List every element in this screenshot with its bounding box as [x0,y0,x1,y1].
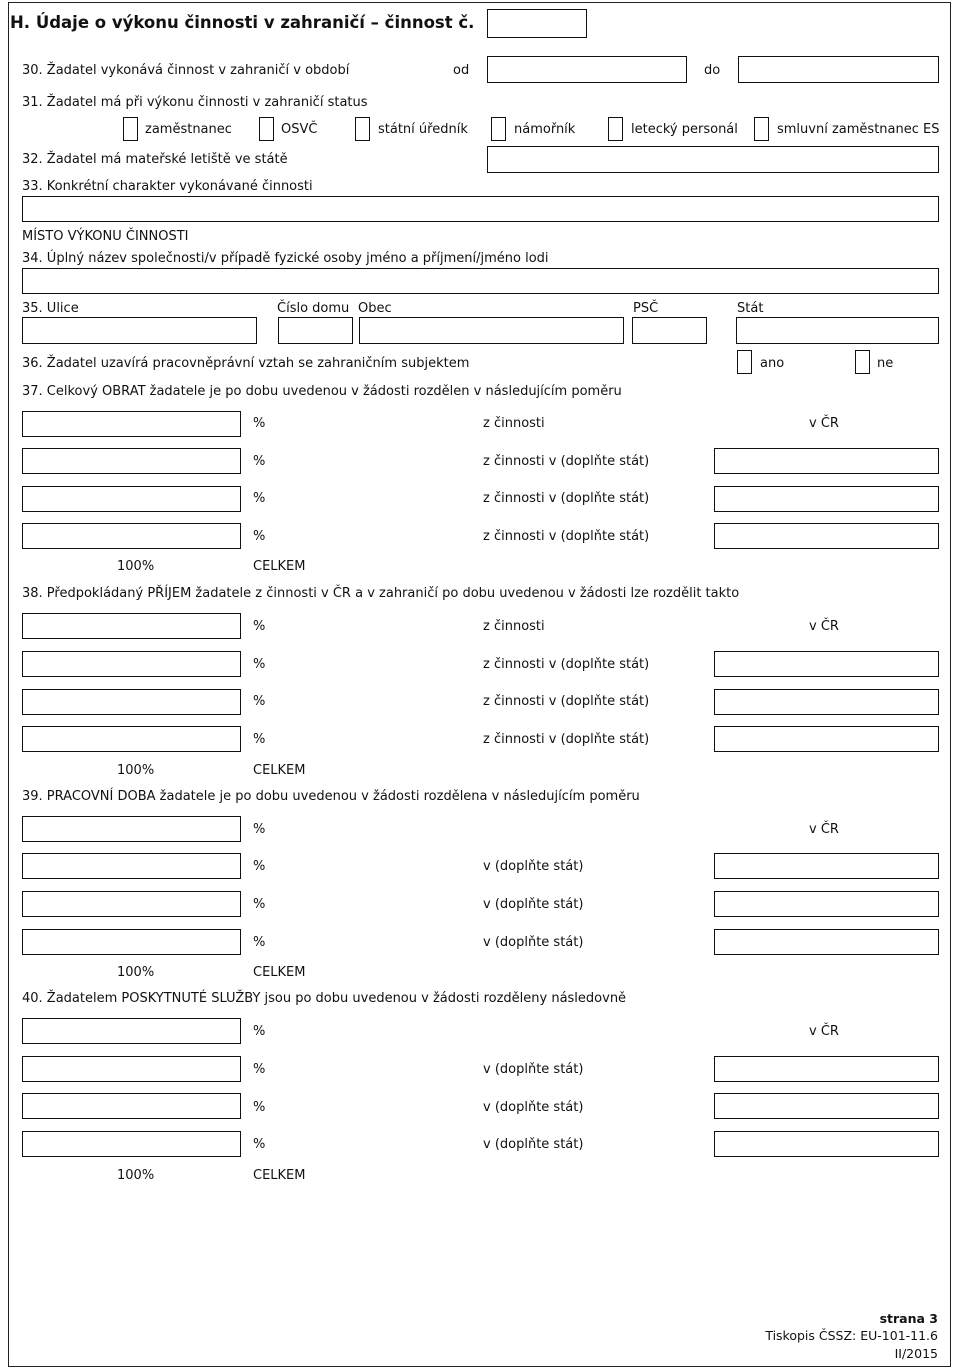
q38-total-label: CELKEM [253,763,306,778]
q37-pct-sign: % [253,491,266,506]
q30-from-label: od [453,63,470,78]
q40-total-label: CELKEM [253,1168,306,1183]
q40-total-pct: 100% [117,1168,155,1183]
q39-row-desc: v (doplňte stát) [483,859,584,874]
q37-pct-sign: % [253,454,266,469]
period-from-field[interactable] [487,56,687,83]
q38-pct-sign: % [253,657,266,672]
q38-row-desc: z činnosti v (doplňte stát) [483,694,650,709]
q37-state-field[interactable] [714,448,939,474]
q39-pct-sign: % [253,822,266,837]
relation-yes-label: ano [760,356,785,371]
q37-label: 37. Celkový OBRAT žadatele je po dobu uvedenou v žádosti rozdělen v následujícím poměru [22,384,622,399]
q37-pct-sign: % [253,529,266,544]
form-code: Tiskopis ČSSZ: EU-101-11.6 [765,1328,938,1343]
q35-street-label: 35. Ulice [22,301,79,316]
q31-label: 31. Žadatel má při výkonu činnosti v zahraničí status [22,95,368,110]
q37-pct-field[interactable] [22,411,241,437]
status-contract-agent-checkbox[interactable] [754,117,769,141]
q40-state-field[interactable] [714,1093,939,1119]
status-osvc-label: OSVČ [281,122,318,137]
status-employee-checkbox[interactable] [123,117,138,141]
q37-row-cr: v ČR [809,416,839,431]
status-seafarer-checkbox[interactable] [491,117,506,141]
q39-pct-field[interactable] [22,853,241,879]
status-aircrew-checkbox[interactable] [608,117,623,141]
q39-pct-field[interactable] [22,929,241,955]
q40-row-desc: v (doplňte stát) [483,1062,584,1077]
q40-label: 40. Žadatelem POSKYTNUTÉ SLUŽBY jsou po dobu uvedenou v žádosti rozděleny následovně [22,991,627,1006]
q39-pct-sign: % [253,897,266,912]
q35-house-label: Číslo domu [277,301,350,316]
q37-row-desc: z činnosti v (doplňte stát) [483,491,650,506]
place-heading: MÍSTO VÝKONU ČINNOSTI [22,229,189,244]
q39-pct-field[interactable] [22,816,241,842]
q37-row-desc: z činnosti [483,416,545,431]
q40-row-desc: v (doplňte stát) [483,1137,584,1152]
q38-pct-sign: % [253,694,266,709]
q37-row-desc: z činnosti v (doplňte stát) [483,529,650,544]
status-aircrew-label: letecký personál [631,122,738,137]
q35-zip-label: PSČ [633,301,659,316]
q38-label: 38. Předpokládaný PŘÍJEM žadatele z činnosti v ČR a v zahraničí po dobu uvedenou v žádosti lze rozdělit takto [22,586,740,601]
q40-row-cr: v ČR [809,1024,839,1039]
q37-pct-field[interactable] [22,523,241,549]
q38-state-field[interactable] [714,651,939,677]
q38-total-pct: 100% [117,763,155,778]
q38-row-desc: z činnosti [483,619,545,634]
q37-pct-field[interactable] [22,448,241,474]
q35-state-label: Stát [737,301,764,316]
status-civil-servant-label: státní úředník [378,122,468,137]
zip-field[interactable] [632,317,707,344]
relation-yes-checkbox[interactable] [737,350,752,374]
home-base-state-field[interactable] [487,146,939,173]
q40-pct-sign: % [253,1024,266,1039]
status-seafarer-label: námořník [514,122,576,137]
activity-number-field[interactable] [487,9,587,38]
q38-pct-field[interactable] [22,651,241,677]
q37-state-field[interactable] [714,523,939,549]
company-name-field[interactable] [22,268,939,294]
q40-pct-sign: % [253,1100,266,1115]
house-number-field[interactable] [278,317,353,344]
q40-pct-field[interactable] [22,1018,241,1044]
q40-pct-field[interactable] [22,1131,241,1157]
q38-row-cr: v ČR [809,619,839,634]
q39-total-pct: 100% [117,965,155,980]
q37-pct-sign: % [253,416,266,431]
q40-row-desc: v (doplňte stát) [483,1100,584,1115]
q38-row-desc: z činnosti v (doplňte stát) [483,657,650,672]
q37-total-label: CELKEM [253,559,306,574]
q39-pct-field[interactable] [22,891,241,917]
q39-state-field[interactable] [714,891,939,917]
q40-pct-sign: % [253,1137,266,1152]
status-employee-label: zaměstnanec [145,122,232,137]
q39-pct-sign: % [253,935,266,950]
q37-total-pct: 100% [117,559,155,574]
q38-pct-field[interactable] [22,689,241,715]
q30-to-label: do [704,63,721,78]
q39-pct-sign: % [253,859,266,874]
state-field[interactable] [736,317,939,344]
q32-label: 32. Žadatel má mateřské letiště ve státě [22,152,288,167]
q38-state-field[interactable] [714,726,939,752]
q40-pct-sign: % [253,1062,266,1077]
status-contract-agent-label: smluvní zaměstnanec ES [777,122,940,137]
q35-city-label: Obec [358,301,392,316]
relation-no-checkbox[interactable] [855,350,870,374]
relation-no-label: ne [877,356,894,371]
q38-pct-field[interactable] [22,613,241,639]
form-date: II/2015 [894,1346,938,1361]
q30-label: 30. Žadatel vykonává činnost v zahraničí v období [22,63,350,78]
q40-state-field[interactable] [714,1131,939,1157]
section-title: H. Údaje o výkonu činnosti v zahraničí – činnost č. [10,13,475,32]
q40-pct-field[interactable] [22,1056,241,1082]
page-number: strana 3 [879,1311,938,1326]
q38-row-desc: z činnosti v (doplňte stát) [483,732,650,747]
q40-pct-field[interactable] [22,1093,241,1119]
q34-label: 34. Úplný název společnosti/v případě fyzické osoby jméno a příjmení/jméno lodi [22,251,549,266]
q39-row-cr: v ČR [809,822,839,837]
q37-pct-field[interactable] [22,486,241,512]
q33-label: 33. Konkrétní charakter vykonávané činnosti [22,179,313,194]
status-osvc-checkbox[interactable] [259,117,274,141]
q39-label: 39. PRACOVNÍ DOBA žadatele je po dobu uvedenou v žádosti rozdělena v následujícím poměru [22,789,640,804]
q39-row-desc: v (doplňte stát) [483,935,584,950]
status-civil-servant-checkbox[interactable] [355,117,370,141]
q39-state-field[interactable] [714,929,939,955]
q39-row-desc: v (doplňte stát) [483,897,584,912]
city-field[interactable] [359,317,624,344]
q38-pct-sign: % [253,732,266,747]
q38-pct-sign: % [253,619,266,634]
period-to-field[interactable] [738,56,939,83]
q37-row-desc: z činnosti v (doplňte stát) [483,454,650,469]
q39-total-label: CELKEM [253,965,306,980]
q36-label: 36. Žadatel uzavírá pracovněprávní vztah se zahraničním subjektem [22,356,470,371]
street-field[interactable] [22,317,257,344]
q37-state-field[interactable] [714,486,939,512]
q38-state-field[interactable] [714,689,939,715]
activity-character-field[interactable] [22,196,939,222]
q38-pct-field[interactable] [22,726,241,752]
q39-state-field[interactable] [714,853,939,879]
q40-state-field[interactable] [714,1056,939,1082]
